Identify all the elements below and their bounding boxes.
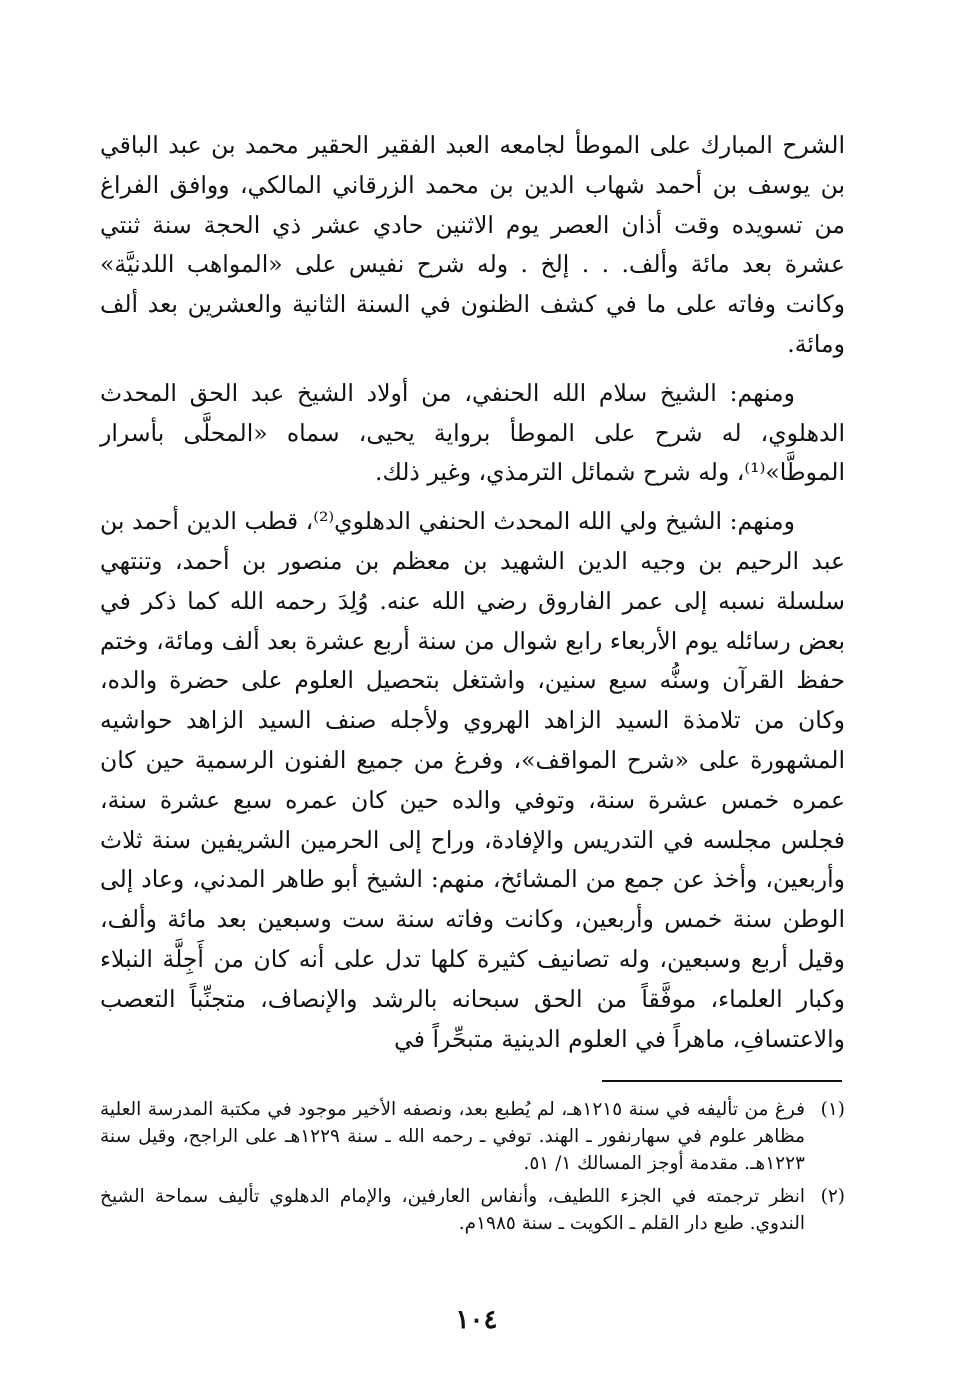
main-text — [100, 126, 845, 1068]
footnote-text: فرغ من تأليفه في سنة ١٢١٥هـ، لم يُطبع بعد، ونصفه الأخير موجود في مكتبة المدرسة العلية مظاهر علوم في سهارنفور ـ الهند. توفي ـ رحمه الله ـ سنة ١٢٢٩هـ على الراجح، وقيل سنة ١٢٢٣هـ. مقدمة أوجز المسالك ١/ ٥١. — [100, 1099, 805, 1174]
footnote-marker: (١) — [820, 1099, 845, 1120]
footnote-2 — [100, 1183, 845, 1237]
footnotes — [100, 1096, 845, 1243]
footnote-1 — [100, 1096, 845, 1177]
paragraph-salamullah: ومنهم: الشيخ سلام الله الحنفي، من أولاد الشيخ عبد الحق المحدث الدهلوي، له شرح على الموطأ برواية يحيى، سماه «المحلَّى بأسرار الموطَّا»⁽¹⁾، وله شرح شمائل الترمذي، وغير ذلك. — [100, 378, 845, 487]
paragraph-waliullah: ومنهم: الشيخ ولي الله المحدث الحنفي الدهلوي⁽²⁾، قطب الدين أحمد بن عبد الرحيم بن وجيه الدين الشهيد بن معظم بن منصور بن أحمد، وتنتهي سلسلة نسبه إلى عمر الفاروق رضي الله عنه. وُلِدَ رحمه الله كما ذكر في بعض رسائله يوم الأربعاء رابع شوال من سنة أربع عشرة بعد ألف ومائة، وختم حفظ القرآن وسنُّه سبع سنين، واشتغل بتحصيل العلوم على حضرة والده، وكان من تلامذة السيد الزاهد الهروي ولأجله صنف السيد الزاهد حواشيه المشهورة على «شرح المواقف»، وفرغ من جميع الفنون الرسمية حين كان عمره خمس عشرة سنة، وتوفي والده حين كان عمره سبع عشرة سنة، فجلس مجلسه في التدريس والإفادة، وراح إلى الحرمين الشريفين سنة ثلاث وأربعين، وأخذ عن جمع من المشائخ، منهم: الشيخ أبو طاهر المدني، وعاد إلى الوطن سنة خمس وأربعين، وكانت وفاته سنة ست وسبعين بعد مائة وألف، وقيل أربع وسبعين، وله تصانيف كثيرة كلها تدل على أنه كان من أَجِلَّة النبلاء وكبار العلماء، موفَّقاً من الحق سبحانه بالرشد والإنصاف، متجنِّباً التعصب والاعتسافِ، ماهراً في العلوم الدينية متبحِّراً في — [100, 507, 845, 1053]
page-number: ١٠٤ — [455, 1305, 498, 1335]
footnote-separator — [602, 1080, 842, 1082]
footnote-text: انظر ترجمته في الجزء اللطيف، وأنفاس العارفين، والإمام الدهلوي تأليف سماحة الشيخ الندوي. طبع دار القلم ـ الكويت ـ سنة ١٩٨٥م. — [100, 1186, 805, 1234]
footnote-marker: (٢) — [820, 1186, 845, 1207]
paragraph-zurqani: الشرح المبارك على الموطأ لجامعه العبد الفقير الحقير محمد بن عبد الباقي بن يوسف بن أحمد شهاب الدين بن محمد الزرقاني المالكي، ووافق الفراغ من تسويده وقت أذان العصر يوم الاثنين حادي عشر ذي الحجة سنة ثنتي عشرة بعد مائة وألف. . . إلخ . وله شرح نفيس على «المواهب اللدنيَّة» وكانت وفاته على ما في كشف الظنون في السنة الثانية والعشرين بعد ألف ومائة. — [100, 131, 845, 358]
